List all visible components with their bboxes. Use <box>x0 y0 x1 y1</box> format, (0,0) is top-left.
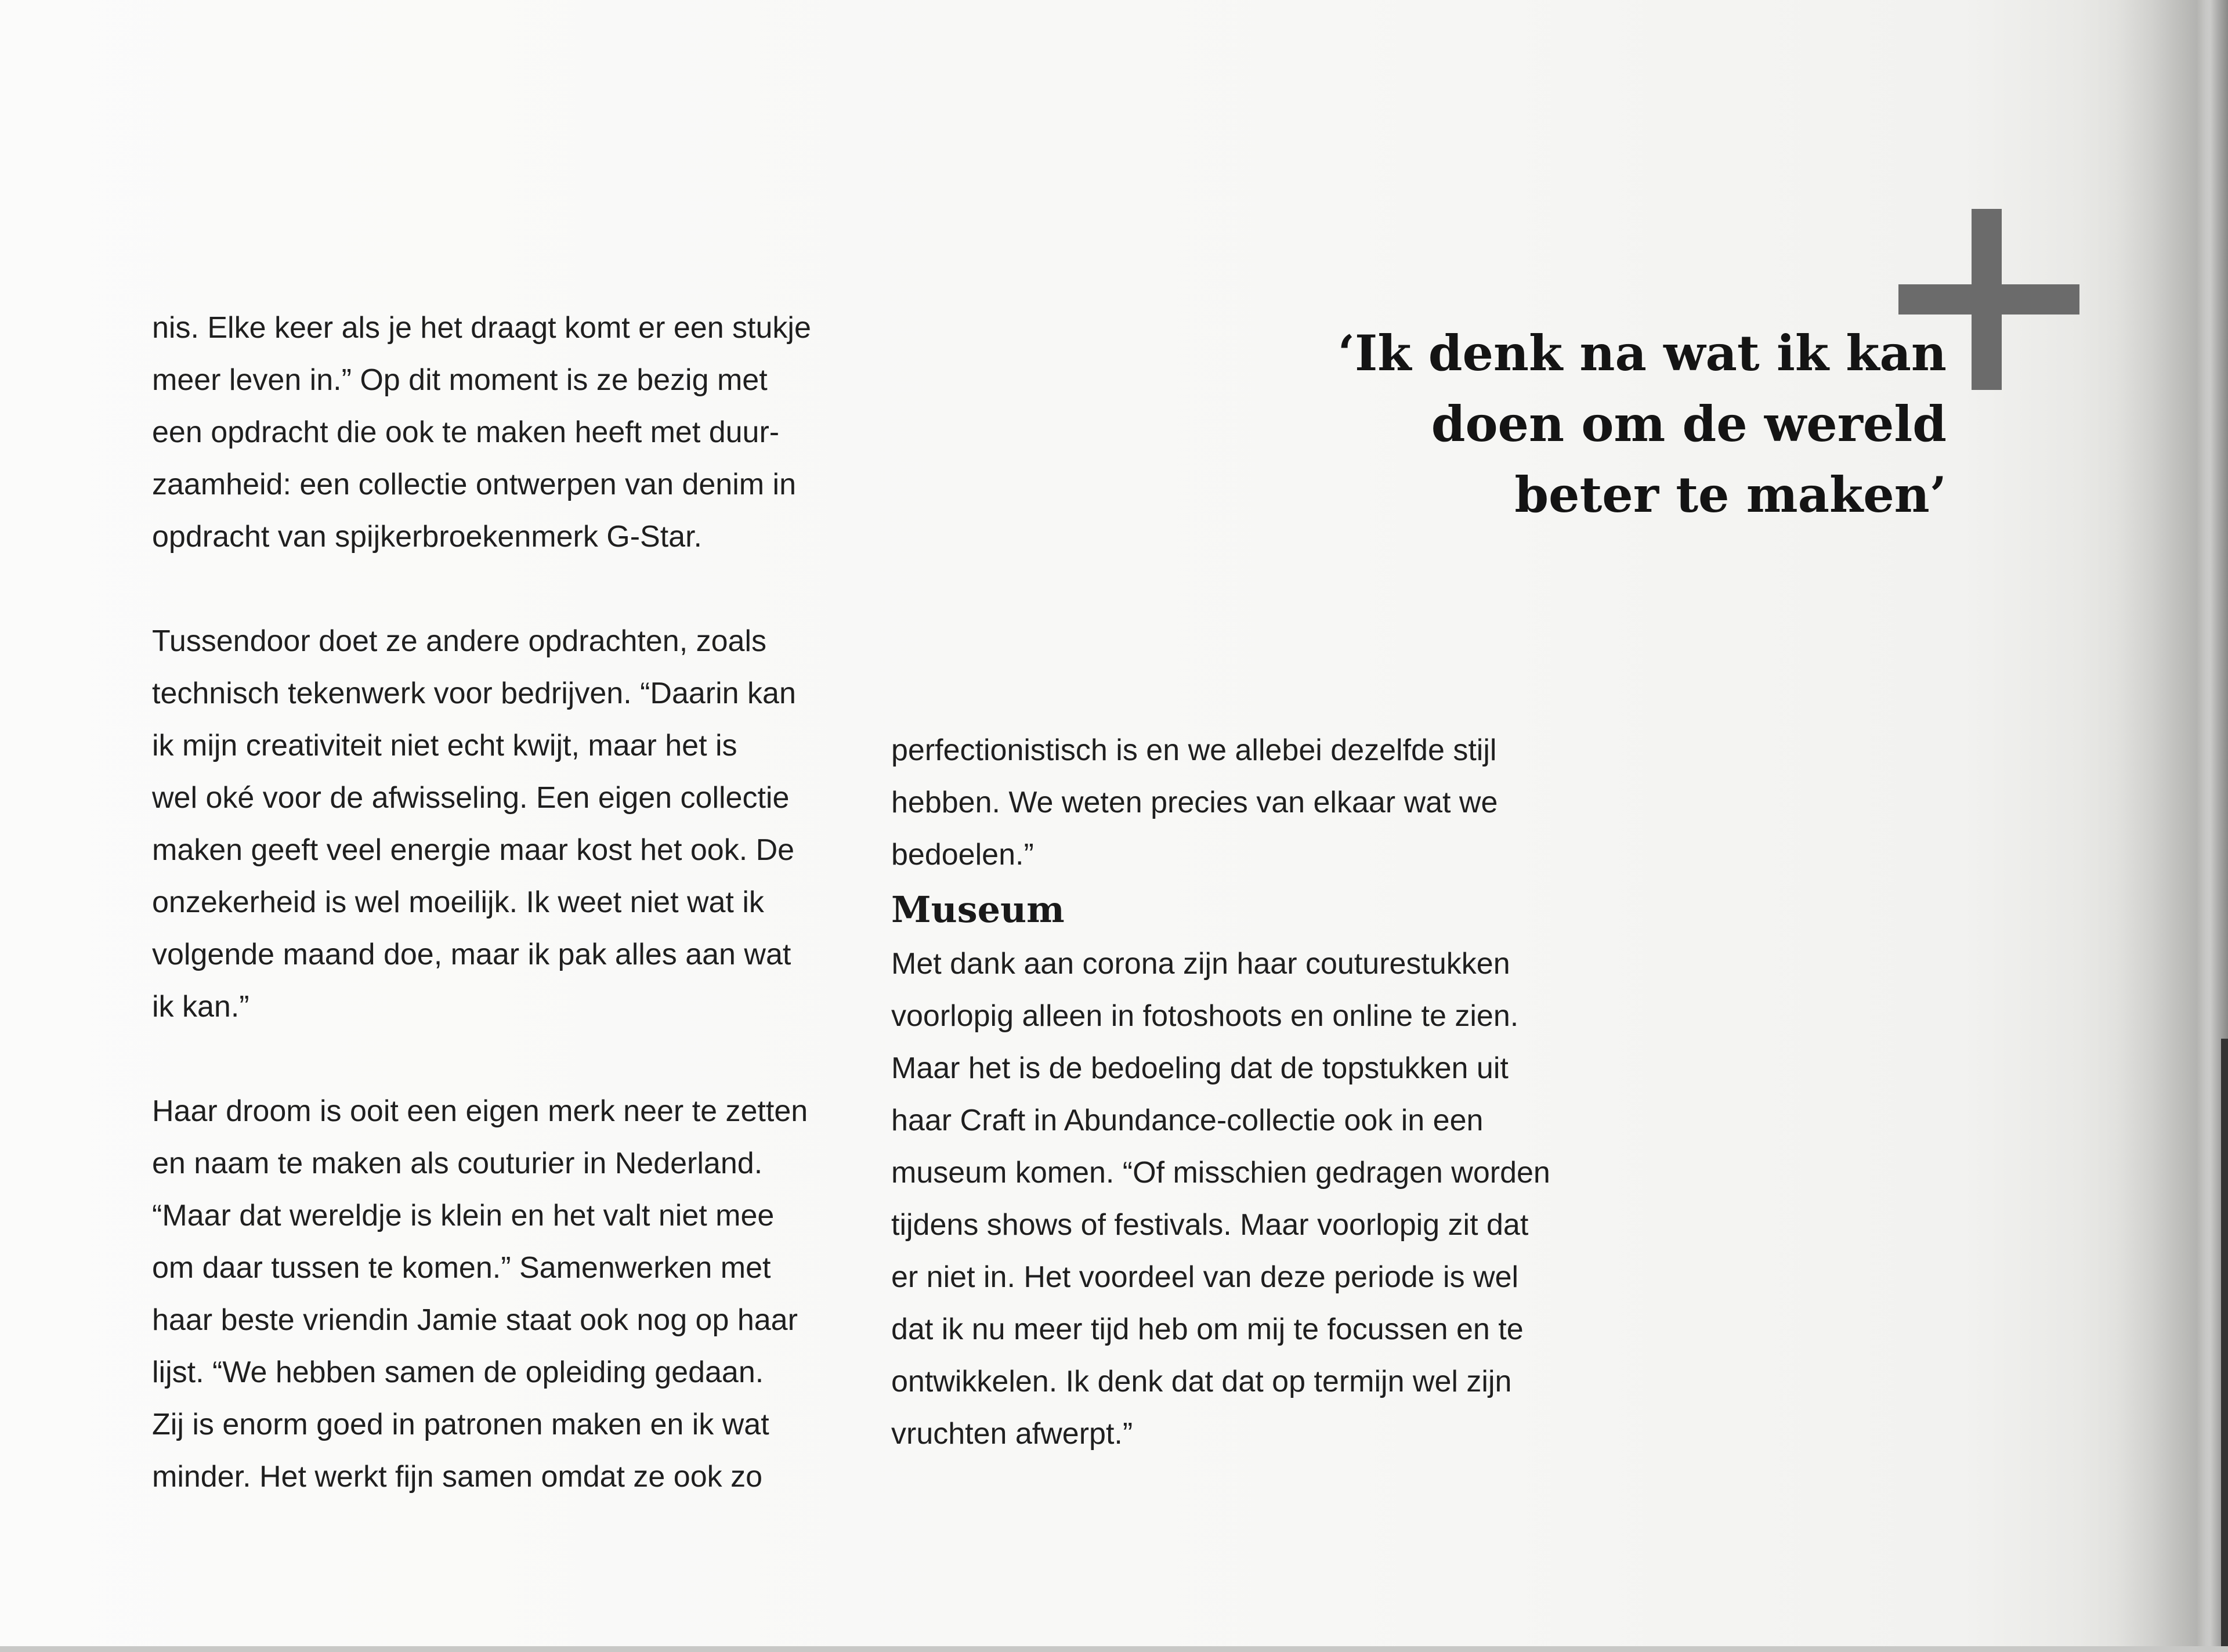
page-edge-shadow <box>2077 0 2228 1652</box>
paragraph: Haar droom is ooit een eigen merk neer te zetten en naam te maken als couturier in Nederland. “Maar dat wereldje is klein en het valt niet mee om daar tussen te komen.” Samenwerken met haar beste vriendin Jamie staat ook nog op haar lijst. “We hebben samen de opleiding gedaan. Zij is enorm goed in patronen maken en ik wat minder. Het werkt fijn samen omdat ze ook zo <box>152 1094 808 1494</box>
middle-text-column <box>891 724 1599 1460</box>
left-text-column <box>152 302 866 1503</box>
paragraph: Met dank aan corona zijn haar couturestukken voorlopig alleen in fotoshoots en online te zien. Maar het is de bedoeling dat de topstukken uit haar Craft in Abundance-collectie ook in een museum komen. “Of misschien gedragen worden tijdens shows of festivals. Maar voorlopig zit dat er niet in. Het voordeel van deze periode is wel dat ik nu meer tijd heb om mij te focussen en te ontwikkelen. Ik denk dat dat op termijn wel zijn vruchten afwerpt.” <box>891 947 1550 1451</box>
page-edge-line <box>2221 1039 2228 1652</box>
paragraph: Tussendoor doet ze andere opdrachten, zoals technisch tekenwerk voor bedrijven. “Daarin kan ik mijn creativiteit niet echt kwijt, maar het is wel oké voor de afwisseling. Een eigen collectie maken geeft veel energie maar kost het ook. De onzekerheid is wel moeilijk. Ik weet niet wat ik volgende maand doe, maar ik pak alles aan wat ik kan.” <box>152 624 796 1024</box>
paragraph: nis. Elke keer als je het draagt komt er een stukje meer leven in.” Op dit moment is ze bezig met een opdracht die ook te maken heeft met duur- zaamheid: een collectie ontwerpen van denim in opdracht van spijkerbroekenmerk G-Star. <box>152 311 811 554</box>
pull-quote: ‘Ik denk na wat ik kan doen om de wereld beter te maken’ <box>1337 324 1947 523</box>
paragraph: perfectionistisch is en we allebei dezelfde stijl hebben. We weten precies van elkaar wat we bedoelen.” <box>891 733 1498 872</box>
bottom-edge <box>0 1646 2228 1652</box>
section-subheading: Museum <box>891 888 1065 931</box>
